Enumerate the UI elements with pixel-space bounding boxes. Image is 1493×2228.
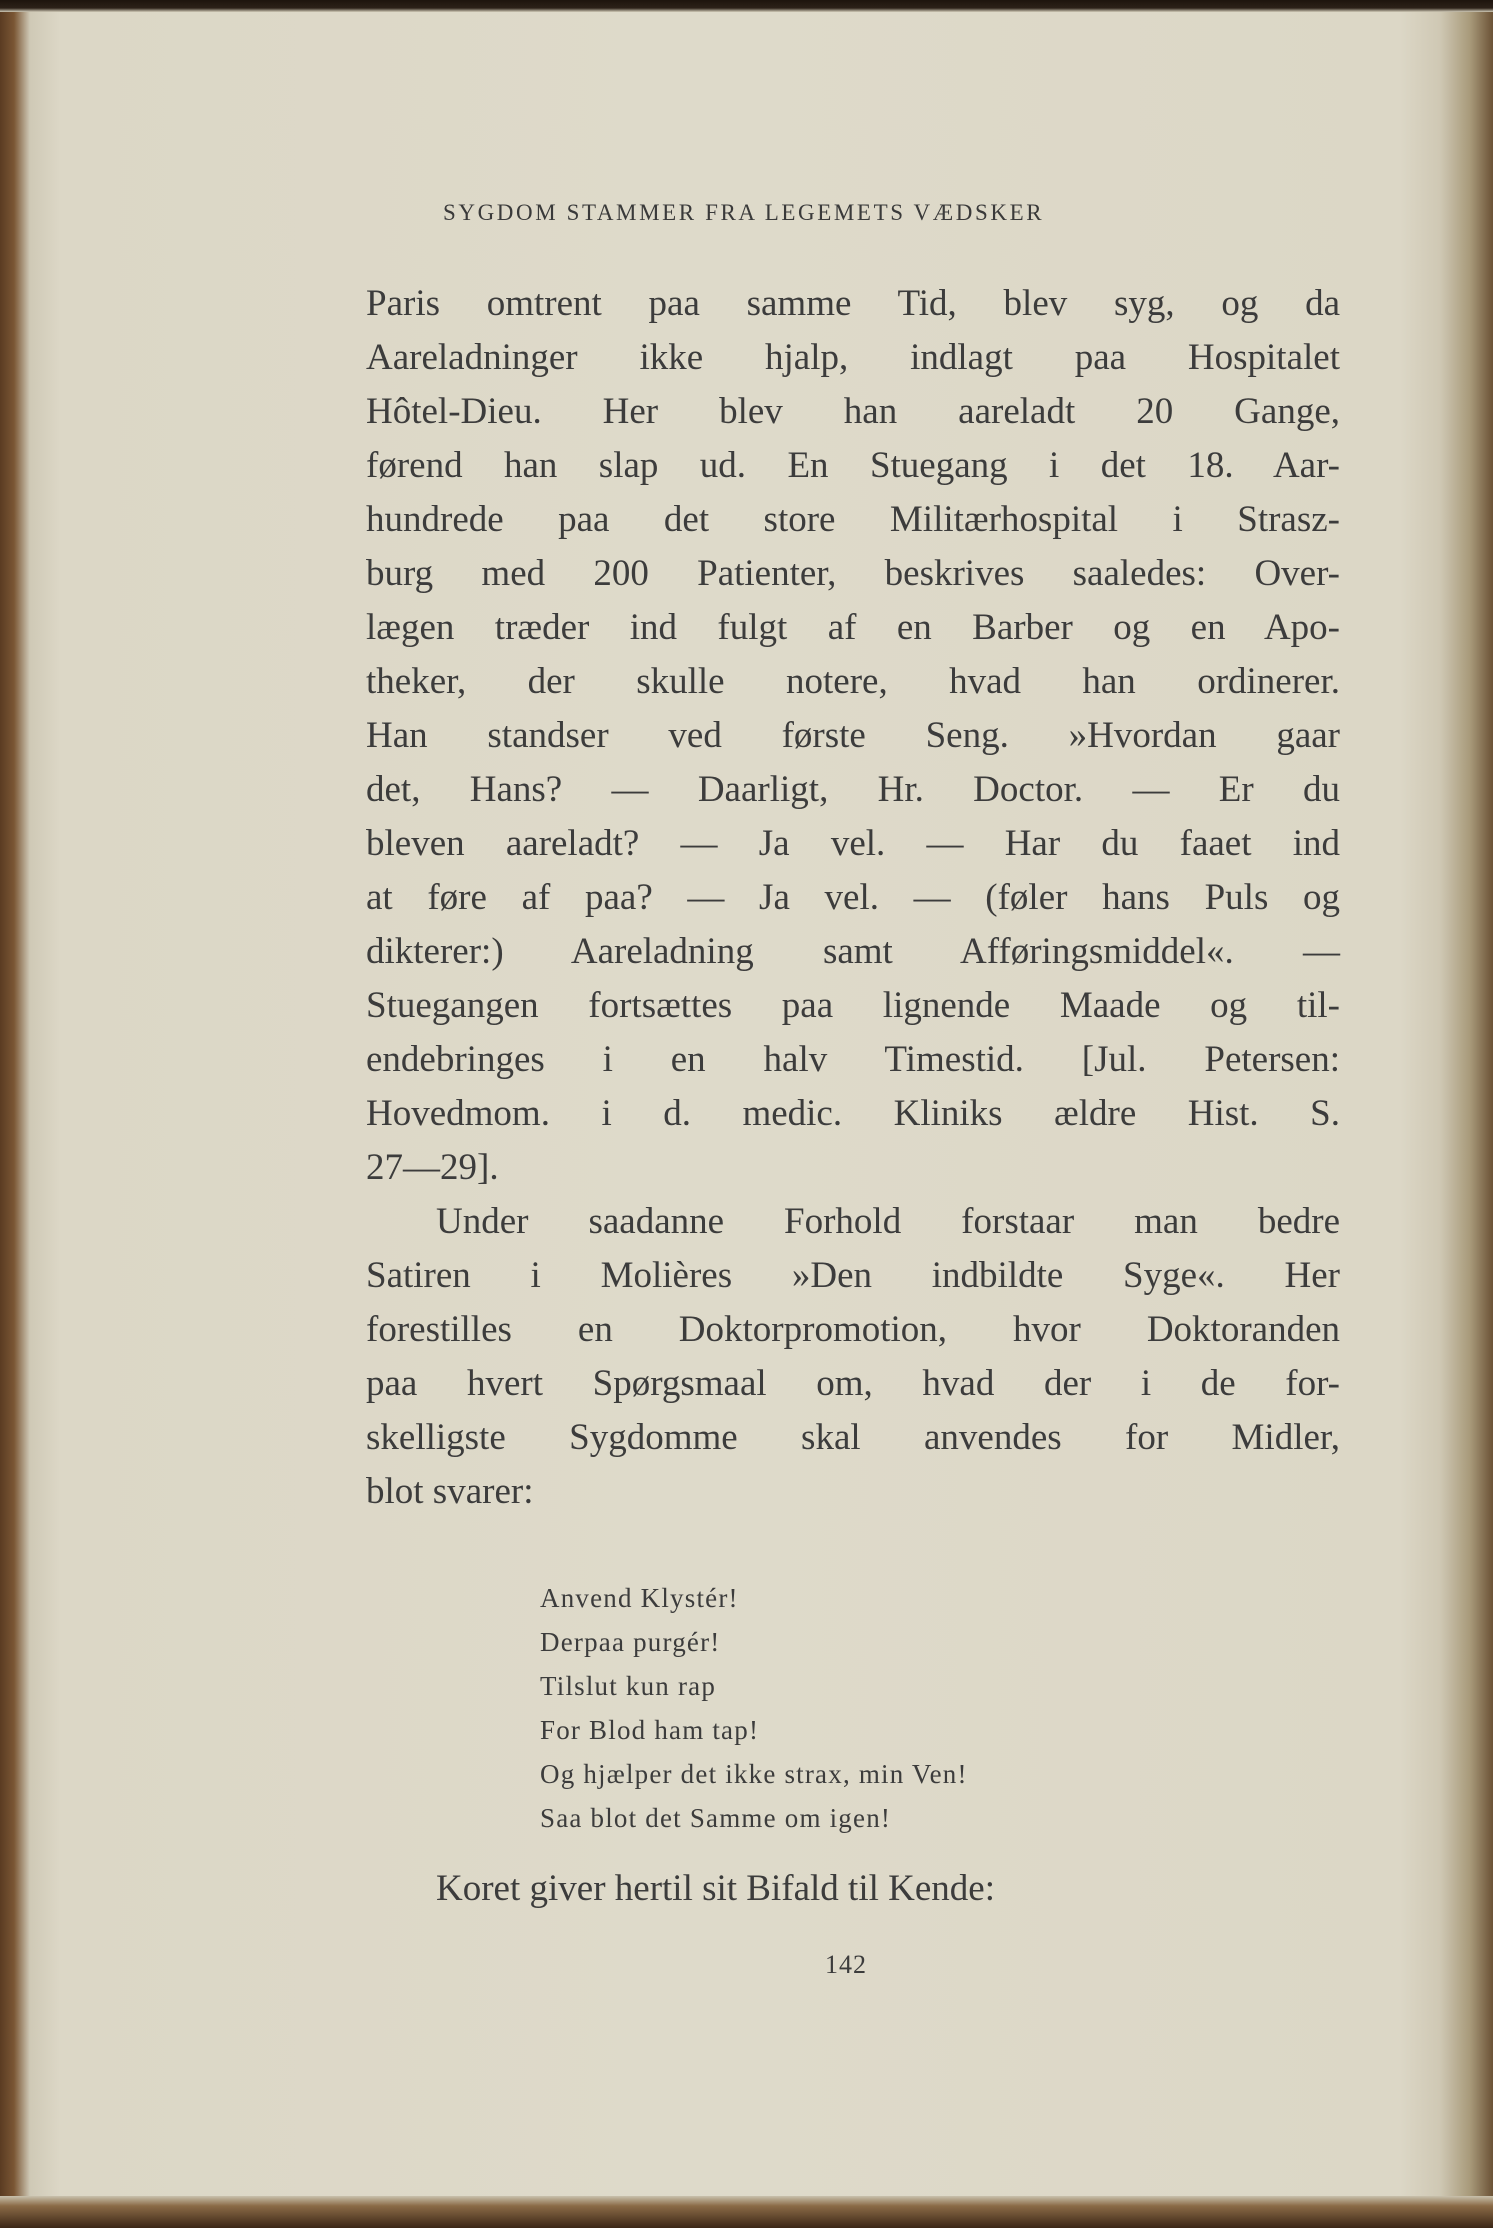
text-line: burg med 200 Patienter, beskrives saaledes: Over- xyxy=(366,553,1340,594)
text-line: Aareladninger ikke hjalp, indlagt paa Hospitalet xyxy=(366,337,1340,378)
verse-line: For Blod ham tap! xyxy=(540,1715,760,1745)
after-verse-line: Koret giver hertil sit Bifald til Kende: xyxy=(436,1868,995,1909)
text-line: skelligste Sygdomme skal anvendes for Midler, xyxy=(366,1417,1340,1458)
verse-line: Saa blot det Samme om igen! xyxy=(540,1803,892,1833)
body-text xyxy=(366,277,1340,1519)
verse-line: Anvend Klystér! xyxy=(540,1583,739,1613)
verse-quote xyxy=(540,1576,968,1840)
running-head: SYGDOM STAMMER FRA LEGEMETS VÆDSKER xyxy=(443,200,1045,225)
verse-line: Og hjælper det ikke strax, min Ven! xyxy=(540,1759,968,1789)
text-line: endebringes i en halv Timestid. [Jul. Petersen: xyxy=(366,1039,1340,1080)
text-line: dikterer:) Aareladning samt Afføringsmiddel«. — xyxy=(366,931,1340,972)
text-line: forestilles en Doktorpromotion, hvor Doktoranden xyxy=(366,1309,1340,1350)
text-line: blot svarer: xyxy=(366,1471,534,1512)
text-line: theker, der skulle notere, hvad han ordinerer. xyxy=(366,661,1340,702)
text-line: det, Hans? — Daarligt, Hr. Doctor. — Er du xyxy=(366,769,1340,810)
text-line: Han standser ved første Seng. »Hvordan gaar xyxy=(366,715,1340,756)
verse-line: Derpaa purgér! xyxy=(540,1627,721,1657)
text-line: Hôtel-Dieu. Her blev han aareladt 20 Gange, xyxy=(366,391,1340,432)
text-line: hundrede paa det store Militærhospital i Strasz- xyxy=(366,499,1340,540)
text-line: Hovedmom. i d. medic. Kliniks ældre Hist. S. xyxy=(366,1093,1340,1134)
text-line: paa hvert Spørgsmaal om, hvad der i de for- xyxy=(366,1363,1340,1404)
text-line: Satiren i Molières »Den indbildte Syge«. Her xyxy=(366,1255,1340,1296)
text-line: at føre af paa? — Ja vel. — (føler hans Puls og xyxy=(366,877,1340,918)
text-line: Stuegangen fortsættes paa lignende Maade og til- xyxy=(366,985,1340,1026)
page-number: 142 xyxy=(825,1950,867,1979)
page xyxy=(30,12,1440,2196)
text-line: 27—29]. xyxy=(366,1147,499,1188)
text-line: lægen træder ind fulgt af en Barber og en Apo- xyxy=(366,607,1340,648)
page-bottom-edge xyxy=(0,2196,1493,2228)
text-line: bleven aareladt? — Ja vel. — Har du faaet ind xyxy=(366,823,1340,864)
text-line: Under saadanne Forhold forstaar man bedre xyxy=(436,1201,1340,1242)
verse-line: Tilslut kun rap xyxy=(540,1671,717,1701)
page-top-edge xyxy=(0,0,1493,12)
text-line: Paris omtrent paa samme Tid, blev syg, og da xyxy=(366,283,1340,324)
text-line: førend han slap ud. En Stuegang i det 18. Aar- xyxy=(366,445,1340,486)
